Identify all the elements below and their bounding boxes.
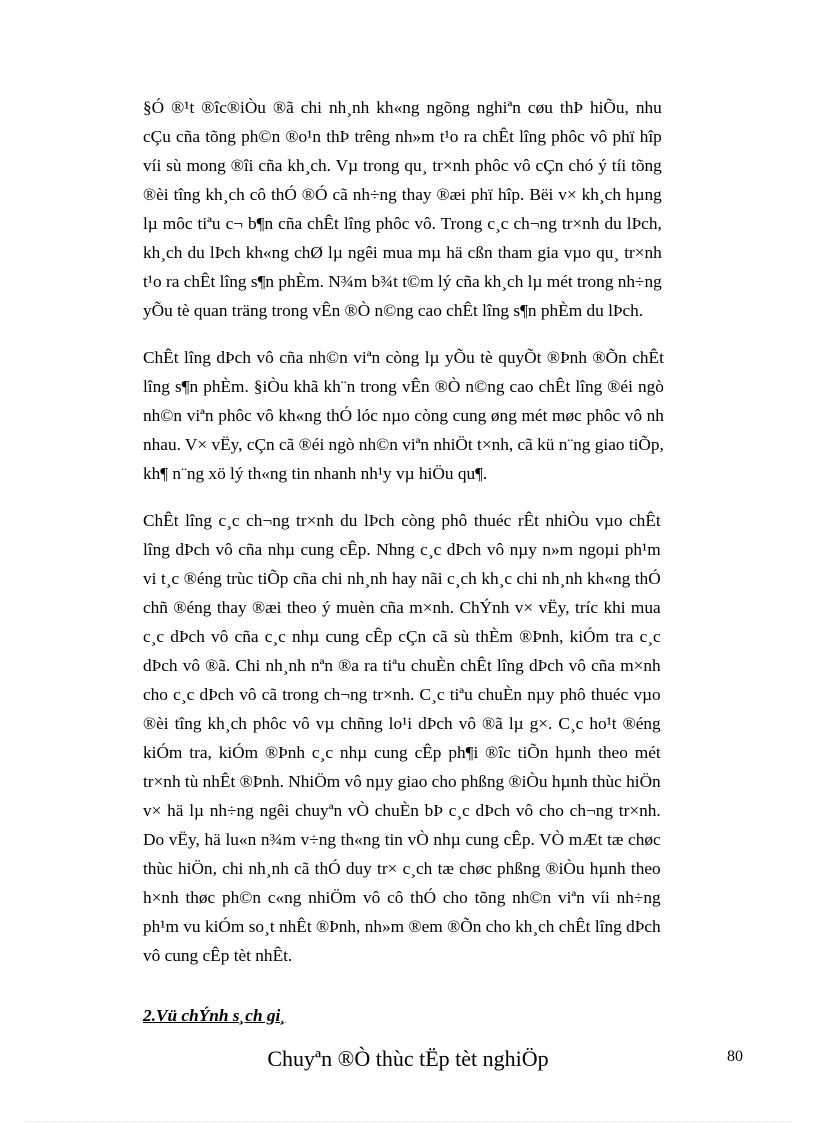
text-line: tr×nh tù nhÊt ®Þnh. NhiÖm vô nµy giao cho phßng ®iÒu hµnh thùc hiÖn [143,772,661,791]
text-line: ChÊt lîng c¸c ch¬ng tr×nh du lÞch còng phô thuéc rÊt nhiÒu vµo chÊt [143,511,661,530]
text-line: dÞch vô ®ã. Chi nh¸nh nªn ®a ra tiªu chuÈn chÊt lîng dÞch vô cña m×nh [143,656,661,675]
paragraph-2 [143,343,664,488]
section-heading: 2.Vü chÝnh s¸ch gi¸ [143,1006,287,1025]
text-line: lµ môc tiªu c¬ b¶n cña chÊt lîng phôc vô. Trong c¸c ch¬ng tr×nh du lÞch, [143,214,662,233]
text-line: kh¸ch du lÞch kh«ng chØ lµ ngêi mua mµ hä cßn tham gia vµo qu¸ tr×nh [143,243,662,262]
text-line: Do vËy, hä lu«n n¾m v÷ng th«ng tin vÒ nhµ cung cÊp. VÒ mÆt tæ chøc [143,830,661,849]
footer-title: Chuyªn ®Ò thùc tËp tèt nghiÖp [267,1046,549,1071]
text-line: v× hä lµ nh÷ng ngêi chuyªn vÒ chuÈn bÞ c¸c dÞch vô cho ch¬ng tr×nh. [143,801,661,820]
text-line: lîng dÞch vô cña nhµ cung cÊp. Nhng c¸c dÞch vô nµy n»m ngoµi ph¹m [143,540,661,559]
text-line: lîng s¶n phÈm. §iÒu khã kh¨n trong vÊn ®Ò n©ng cao chÊt lîng ®éi ngò [143,377,664,396]
text-line: kh¶ n¨ng xö lý th«ng tin nhanh nh¹y vµ hiÖu qu¶. [143,464,488,483]
paragraph-1 [143,93,662,325]
text-line: vô cung cÊp tèt nhÊt. [143,946,293,965]
text-line: thùc hiÖn, chi nh¸nh cã thÓ duy tr× c¸ch tæ chøc phßng ®iÒu hµnh theo [143,859,661,878]
text-line: yÕu tè quan träng trong vÊn ®Ò n©ng cao chÊt lîng s¶n phÈm du lÞch. [143,301,644,320]
bottom-rule [24,1121,792,1122]
text-line: h×nh thøc ph©n c«ng nhiÖm vô cô thÓ cho tõng nh©n viªn víi nh÷ng [143,888,661,907]
text-line: vi t¸c ®éng trùc tiÕp cña chi nh¸nh hay nãi c¸ch kh¸c chi nh¸nh kh«ng thÓ [143,569,661,588]
page-number: 80 [727,1048,743,1065]
text-line: §Ó ®¹t ®îc®iÒu ®ã chi nh¸nh kh«ng ngõng nghiªn cøu thÞ hiÕu, nhu [143,98,662,117]
text-line: víi sù mong ®îi cña kh¸ch. Vµ trong qu¸ tr×nh phôc vô cÇn chó ý tíi tõng [143,156,662,175]
text-line: chñ ®éng thay ®æi theo ý muèn cña m×nh. ChÝnh v× vËy, tríc khi mua [143,598,661,617]
text-line: cho c¸c dÞch vô cã trong ch¬ng tr×nh. C¸c tiªu chuÈn nµy phô thuéc vµo [143,685,661,704]
text-line: ®èi tîng kh¸ch cô thÓ ®Ó cã nh÷ng thay ®æi phï hîp. Bëi v× kh¸ch hµng [143,185,662,204]
paragraph-3 [143,506,661,970]
text-line: ®èi tîng kh¸ch phôc vô vµ chñng lo¹i dÞch vô ®ã lµ g×. C¸c ho¹t ®éng [143,714,661,733]
text-line: t¹o ra chÊt lîng s¶n phÈm. N¾m b¾t t©m lý cña kh¸ch lµ mét trong nh÷ng [143,272,662,291]
text-line: ChÊt lîng dÞch vô cña nh©n viªn còng lµ yÕu tè quyÕt ®Þnh ®Õn chÊt [143,348,664,367]
text-line: c¸c dÞch vô cña c¸c nhµ cung cÊp cÇn cã sù thÈm ®Þnh, kiÓm tra c¸c [143,627,661,646]
text-line: cÇu cña tõng ph©n ®o¹n thÞ trêng nh»m t¹o ra chÊt lîng phôc vô phï hîp [143,127,662,146]
text-line: nhau. V× vËy, cÇn cã ®éi ngò nh©n viªn nhiÖt t×nh, cã kü n¨ng giao tiÕp, [143,435,664,454]
text-line: kiÓm tra, kiÓm ®Þnh c¸c nhµ cung cÊp ph¶i ®îc tiÕn hµnh theo mét [143,743,661,762]
text-line: ph¹m vu kiÓm so¸t nhÊt ®Þnh, nh»m ®em ®Õn cho kh¸ch chÊt lîng dÞch [143,917,661,936]
text-line: nh©n viªn phôc vô kh«ng thÓ lóc nµo còng cung øng mét møc phôc vô nh [143,406,664,425]
